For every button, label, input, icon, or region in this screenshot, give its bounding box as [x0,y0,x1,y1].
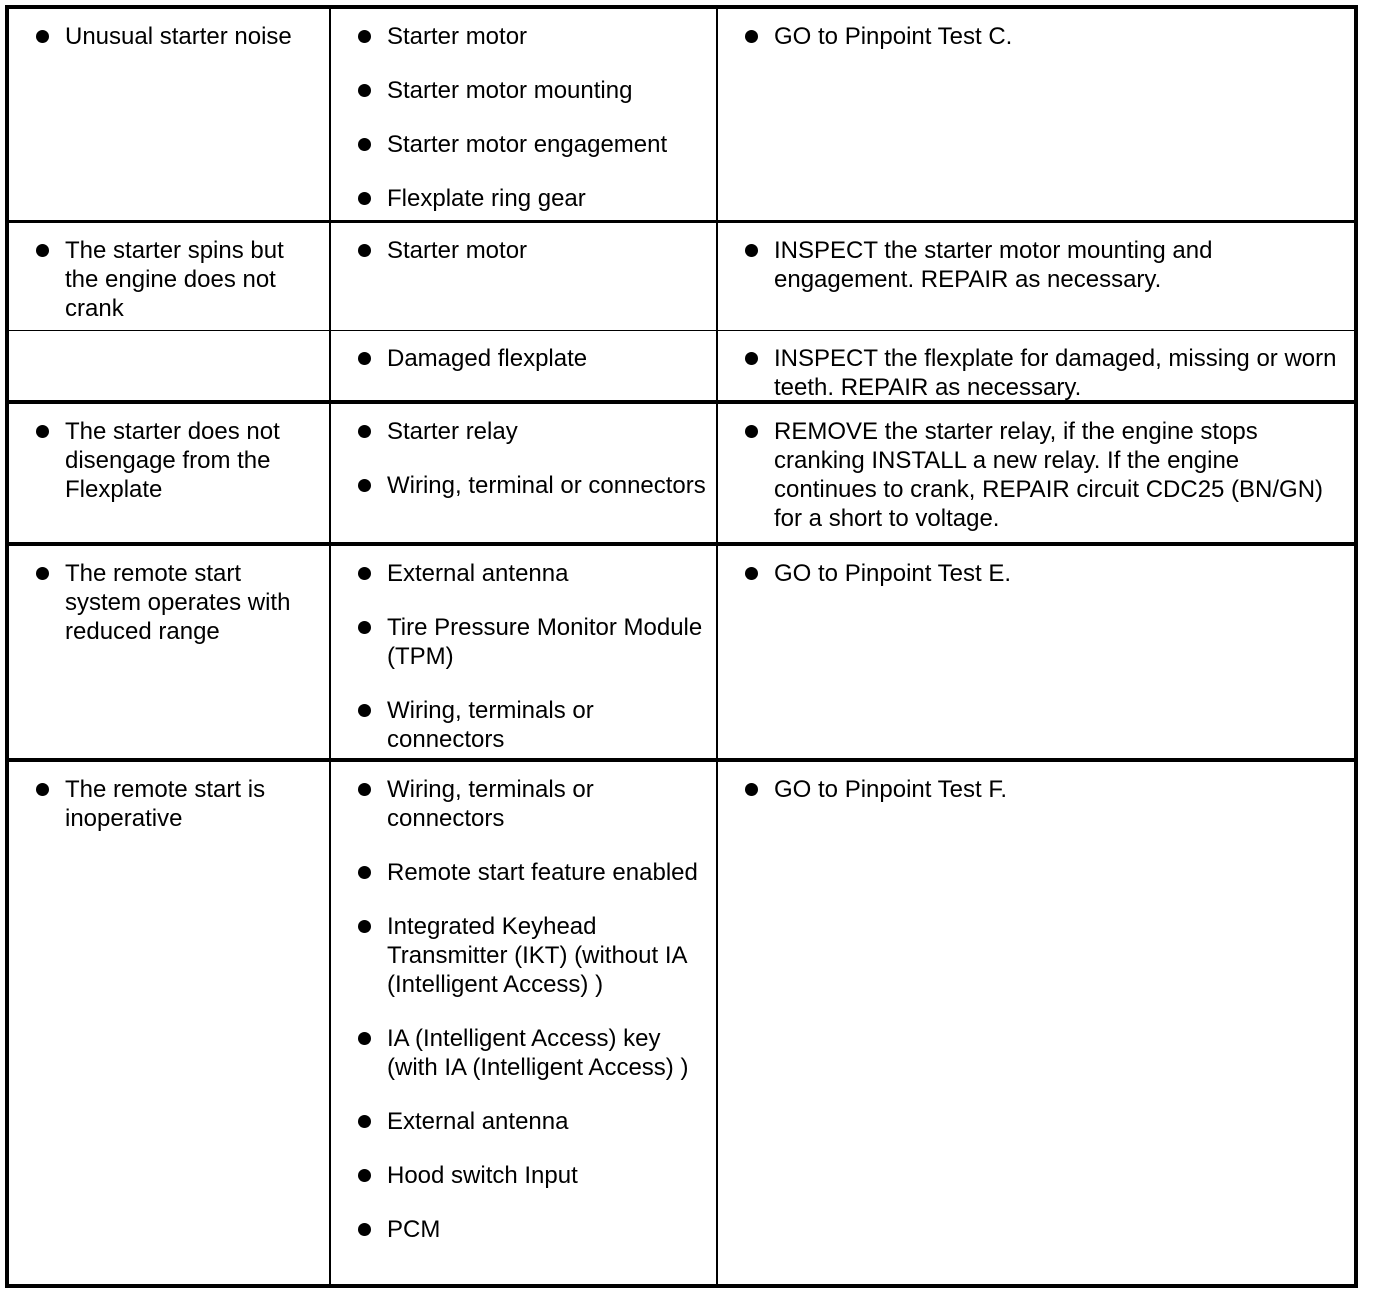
list-item [718,775,1344,804]
diagnostic-table [5,5,1358,1288]
action-cell [716,404,1354,542]
condition-cell [9,9,329,220]
source-text: Integrated Keyhead Transmitter (IKT) (without IA (Intelligent Access) ) [387,913,687,998]
condition-cell [9,546,329,758]
action-cell [716,9,1354,220]
list-item [331,775,712,833]
list-item [331,76,712,105]
bullet-icon [358,567,371,580]
sources-cell [329,9,716,220]
actions-list [718,344,1344,400]
list-item [331,1215,712,1244]
bullet-icon [745,425,758,438]
list-item [718,559,1344,588]
bullet-icon [745,244,758,257]
sources-cell [329,762,716,1284]
action-text: REMOVE the starter relay, if the engine stops cranking INSTALL a new relay. If the engine continues to crank, REPAIR circuit CDC25 (BN/GN) for a short to voltage. [774,418,1324,532]
action-text: GO to Pinpoint Test E. [774,560,1012,587]
bullet-icon [36,425,49,438]
table-row [9,546,1354,762]
actions-list [718,236,1344,294]
action-cell [716,331,1354,400]
condition-list [9,417,319,504]
bullet-icon [358,920,371,933]
action-text: INSPECT the starter motor mounting and engagement. REPAIR as necessary. [774,237,1213,293]
bullet-icon [358,621,371,634]
source-text: IA (Intelligent Access) key (with IA (Intelligent Access) ) [387,1025,689,1081]
source-text: Starter relay [387,418,518,445]
list-item [9,775,319,833]
condition-text: The remote start is inoperative [65,776,266,832]
sources-cell [329,223,716,330]
bullet-icon [358,352,371,365]
sources-list [331,236,712,265]
action-text: GO to Pinpoint Test F. [774,776,1008,803]
condition-text: The starter spins but the engine does not crank [65,237,284,322]
actions-list [718,775,1344,804]
source-text: PCM [387,1216,441,1243]
bullet-icon [358,479,371,492]
list-item [718,344,1344,400]
list-item [331,236,712,265]
sources-cell [329,404,716,542]
list-item [331,1107,712,1136]
condition-list [9,559,319,646]
bullet-icon [358,192,371,205]
list-item [718,417,1344,533]
bullet-icon [36,30,49,43]
table-row [9,223,1354,331]
condition-list [9,236,319,323]
list-item [331,130,712,159]
condition-cell [9,762,329,1284]
condition-text: The starter does not disengage from the Flexplate [65,418,280,503]
sources-cell [329,546,716,758]
source-text: External antenna [387,560,569,587]
list-item [9,559,319,646]
list-item [331,417,712,446]
list-item [331,471,712,500]
sources-list [331,22,712,213]
condition-text: Unusual starter noise [65,23,292,50]
condition-cell [9,223,329,330]
bullet-icon [358,1223,371,1236]
bullet-icon [358,783,371,796]
source-text: Damaged flexplate [387,345,588,372]
source-text: Starter motor engagement [387,131,668,158]
action-cell [716,546,1354,758]
source-text: Wiring, terminals or connectors [387,776,594,832]
bullet-icon [358,244,371,257]
source-text: Starter motor [387,23,528,50]
source-text: Remote start feature enabled [387,859,698,886]
sources-list [331,344,712,373]
actions-list [718,417,1344,533]
sources-list [331,775,712,1244]
condition-list [9,775,319,833]
condition-cell [9,404,329,542]
bullet-icon [358,1115,371,1128]
list-item [331,1161,712,1190]
list-item [718,236,1344,294]
source-text: Hood switch Input [387,1162,578,1189]
list-item [331,1024,712,1082]
source-text: Starter motor mounting [387,77,633,104]
sources-list [331,417,712,500]
bullet-icon [36,567,49,580]
bullet-icon [36,783,49,796]
list-item [331,344,712,373]
source-text: Flexplate ring gear [387,185,586,212]
list-item [331,912,712,999]
condition-cell-empty [9,331,329,400]
actions-list [718,559,1344,588]
table-row [9,762,1354,1284]
bullet-icon [358,704,371,717]
source-text: External antenna [387,1108,569,1135]
list-item [9,236,319,323]
source-text: Wiring, terminal or connectors [387,472,706,499]
bullet-icon [745,783,758,796]
action-cell [716,762,1354,1284]
condition-text: The remote start system operates with reduced range [65,560,291,645]
list-item [331,613,712,671]
bullet-icon [358,84,371,97]
source-text: Wiring, terminals or connectors [387,697,594,753]
bullet-icon [358,425,371,438]
condition-list [9,22,319,51]
action-text: GO to Pinpoint Test C. [774,23,1013,50]
source-text: Tire Pressure Monitor Module (TPM) [387,614,703,670]
list-item [331,184,712,213]
action-text: INSPECT the flexplate for damaged, missing or worn teeth. REPAIR as necessary. [774,345,1337,400]
bullet-icon [358,30,371,43]
bullet-icon [36,244,49,257]
list-item [718,22,1344,51]
action-cell [716,223,1354,330]
sources-list [331,559,712,754]
list-item [331,22,712,51]
bullet-icon [745,352,758,365]
bullet-icon [358,138,371,151]
table-row [9,404,1354,546]
bullet-icon [745,30,758,43]
list-item [9,417,319,504]
list-item [9,22,319,51]
actions-list [718,22,1344,51]
table-row [9,9,1354,223]
table-row [9,331,1354,404]
list-item [331,696,712,754]
source-text: Starter motor [387,237,528,264]
bullet-icon [358,1169,371,1182]
bullet-icon [745,567,758,580]
bullet-icon [358,1032,371,1045]
sources-cell [329,331,716,400]
list-item [331,858,712,887]
list-item [331,559,712,588]
bullet-icon [358,866,371,879]
